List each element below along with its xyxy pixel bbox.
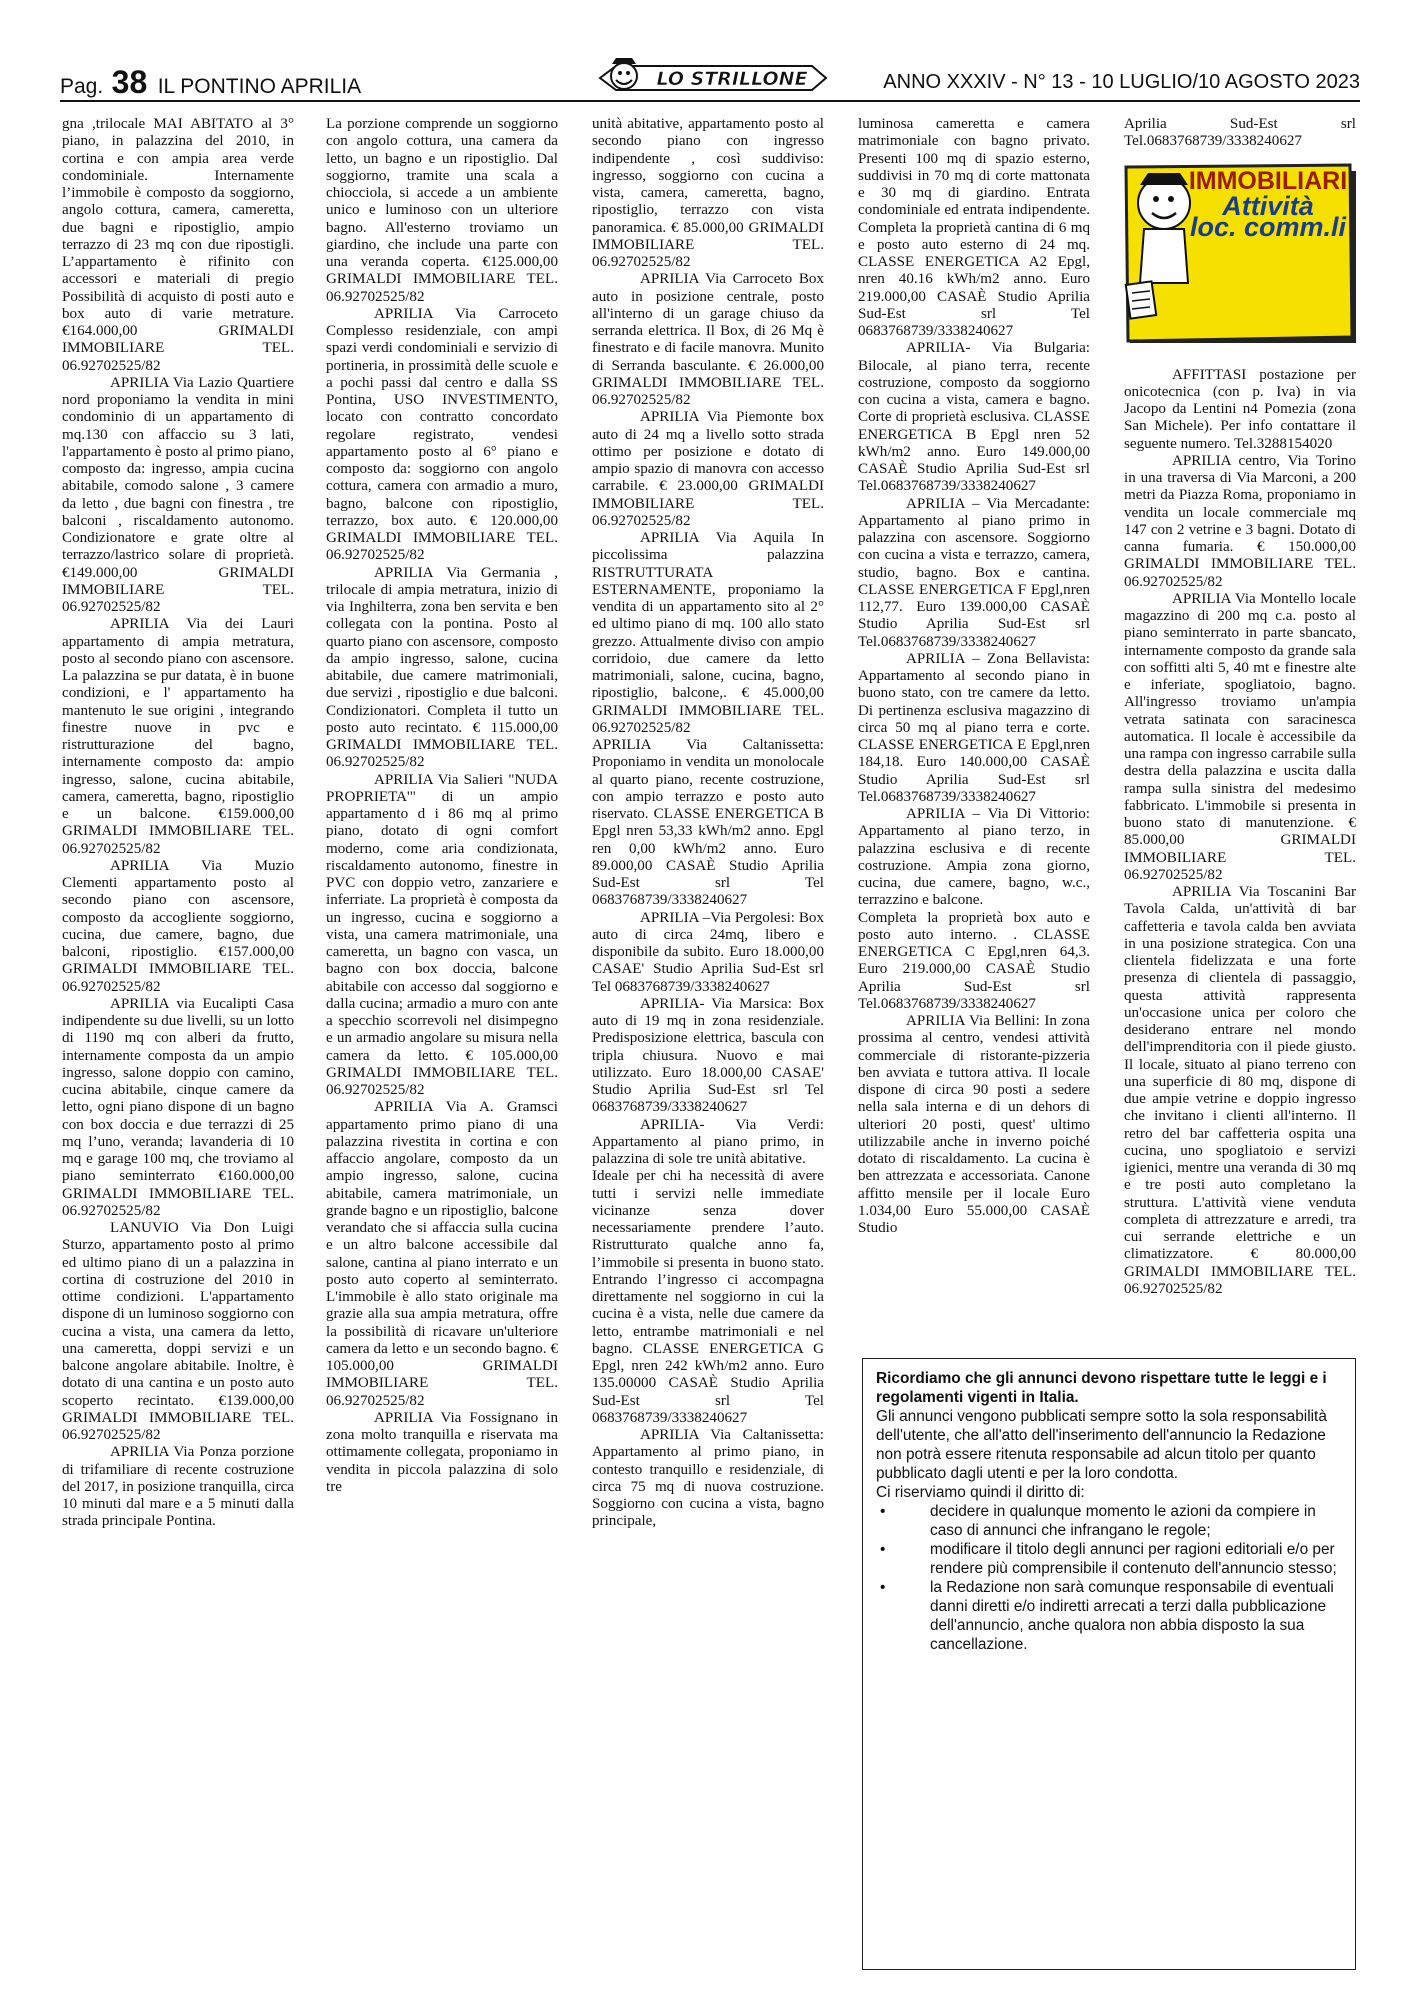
listing: APRILIA –Via Pergolesi: Box auto di circa 24mq, libero e disponibile da subito. Euro 18.000,00 CASAE' Studio Aprilia Sud-Est srl Tel 0683768739/3338240627 — [592, 909, 824, 995]
listing: APRILIA – Via Di Vittorio: Appartamento al piano terzo, in palazzina esclusiva e di recente costruzione. Ampia zona giorno, cucina, due camere, bagno, w.c., terrazzino e balcone. — [858, 806, 1090, 909]
listing: APRILIA- Via Marsica: Box auto di 19 mq in zona residenziale. Predisposizione elettrica, bascula con tripla chiusura. Nuovo e mai utilizzato. Euro 18.000,00 CASAE' Studio Aprilia Sud-Est srl Tel 0683768739/3338240627 — [592, 995, 824, 1116]
page-info — [60, 64, 361, 101]
notice-bullet — [876, 1540, 1342, 1578]
logo-text: LO STRILLONE — [656, 68, 808, 90]
notice-title: Ricordiamo che gli annunci devono rispettare tutte le leggi e i regolamenti vigenti in Italia. — [876, 1370, 1327, 1406]
notice-intro: Gli annunci vengono pubblicati sempre sotto la sola responsabilità dell'utente, che all'atto dell'inserimento dell'annuncio la Redazione non potrà essere ritenuta responsabile ad alcun titolo per quanto pubblicato dagli utenti e per la loro condotta. — [876, 1408, 1327, 1482]
listing: unità abitative, appartamento posto al secondo piano con ingresso indipendente , così suddiviso: ingresso, soggiorno con cucina a vista, camera, cameretta, bagno, ripostiglio, terrazzo con vista panoramica. € 85.000,00 GRIMALDI IMMOBILIARE TEL. 06.92702525/82 — [592, 116, 824, 270]
listing: luminosa cameretta e camera matrimoniale con bagno privato. Presenti 100 mq di spazio esterno, suddivisi in 70 mq di corte mattonata e 30 mq di giardino. Entrata condominiale ed entrata indipendente. Completa la proprietà cantina di 6 mq e posto auto esterno di 24 mq. CLASSE ENERGETICA A2 Epgl, nren 40.16 kWh/m2 anno. Euro 219.000,00 CASAÈ Studio Aprilia Sud-Est srl Tel 0683768739/3338240627 — [858, 116, 1090, 339]
listing: APRILIA Via Bellini: In zona prossima al centro, vendesi attività commerciale di ristorante-pizzeria ben avviata e tuttora attiva. Il locale dispone di circa 90 posti a sedere nella sala interna e di un dehors di ulteriori 20 posti, quest' ultimo utilizzabile anche in inverno poiché dotato di riscaldamento. La cucina è ben attrezzata e accessoriata. Canone affitto mensile per il locale Euro 1.034,00 Euro 55.000,00 CASAÈ Studio — [858, 1013, 1090, 1236]
listing: Aprilia Sud-Est srl Tel.0683768739/3338240627 — [1124, 116, 1356, 150]
listing: APRILIA via Eucalipti Casa indipendente su due livelli, su un lotto di 1190 mq con alberi da frutto, internamente composta da un ampio ingresso, salone doppio con camino, cucina abitabile, cinque camere da letto, ogni piano dispone di un bagno con box doccia e due terrazzi di 25 mq l’uno, veranda; lavanderia di 10 mq e garage 100 mq, che troviamo al piano seminterrato €160.000,00 GRIMALDI IMMOBILIARE TEL. 06.92702525/82 — [62, 995, 294, 1219]
notice-bullet — [876, 1502, 1342, 1540]
listing: APRILIA Via Fossignano in zona molto tranquilla e riservata ma ottimamente collegata, proponiamo in vendita in piccola palazzina di solo tre — [326, 1409, 558, 1495]
listing: LANUVIO Via Don Luigi Sturzo, appartamento posto al primo ed ultimo piano di un a palazzina in cortina di costruzione del 2010 in ottime condizioni. L'appartamento dispone di un luminoso soggiorno con cucina a vista, una camera da letto, una cameretta, doppi servizi e un balcone angolare abitabile. Inoltre, è dotato di una cantina e un posto auto scoperto recintato. €139.000,00 GRIMALDI IMMOBILIARE TEL. 06.92702525/82 — [62, 1220, 294, 1443]
bullet-icon: • — [880, 1503, 886, 1520]
bullet-icon: • — [880, 1541, 886, 1558]
listing: APRILIA Via Lazio Quartiere nord proponiamo la vendita in mini condominio di un appartamento di mq.130 con affaccio su 3 lati, l'appartamento è posto al primo piano, composto da: ingresso, ampia cucina abitabile, comodo salone , 3 camere da letto , due bagni con finestra , tre balconi , riscaldamento autonomo. Condizionatore e grate oltre al terrazzo/lastrico solare di proprietà. €149.000,00 GRIMALDI IMMOBILIARE TEL. 06.92702525/82 — [62, 374, 294, 615]
listing: APRILIA Via Montello locale magazzino di 200 mq c.a. posto al piano seminterrato in parte sbancato, internamente composto da grande sala con soffitti alti 5, 40 mt e finestre alte e inferiate, spogliatoio, bagno. All'ingresso troviamo un'ampia vetrata satinata con saracinesca automatica. Il locale è accessibile da una rampa con ingresso carrabile sulla destra della palazzina e uscita dalla rampa sulla sinistra del medesimo fabbricato. L'immobile si presenta in buono stato di manutenzione. € 85.000,00 GRIMALDI IMMOBILIARE TEL. 06.92702525/82 — [1124, 590, 1356, 883]
listing: APRILIA centro, Via Torino in una traversa di Via Marconi, a 200 metri da Piazza Roma, proponiamo in vendita un locale commerciale mq 147 con 2 vetrine e 3 bagni. Dotato di canna fumaria. € 150.000,00 GRIMALDI IMMOBILIARE TEL. 06.92702525/82 — [1124, 452, 1356, 590]
listing: gna ,trilocale MAI ABITATO al 3° piano, in palazzina del 2010, in cortina e con ampia area verde condominiale. Internamente l’immobile è composto da soggiorno, angolo cottura, camera, cameretta, due bagni e ripostiglio, ampio terrazzo di 23 mq con due ripostigli. L’appartamento è rifinito con accessori e materiali di pregio Possibilità di acquisto di posti auto e box auto di varie metrature. €164.000,00 GRIMALDI IMMOBILIARE TEL. 06.92702525/82 — [62, 116, 294, 374]
listing: APRILIA Via Carroceto Box auto in posizione centrale, posto all'interno di un garage chiuso da serranda elettrica. Il Box, di 26 Mq è finestrato e di facile manovra. Munito di Serranda basculante. € 26.000,00 GRIMALDI IMMOBILIARE TEL. 06.92702525/82 — [592, 271, 824, 408]
legal-notice-box — [862, 1358, 1356, 1970]
listing: APRILIA- Via Bulgaria: Bilocale, al piano terra, recente costruzione, composto da soggiorno con cucina a vista, camera e bagno. Corte di proprietà esclusiva. CLASSE ENERGETICA B Epgl nren 52 kWh/m2 anno. Euro 149.000,00 CASAÈ Studio Aprilia Sud-Est srl Tel.0683768739/3338240627 — [858, 340, 1090, 495]
listing: Completa la proprietà box auto e posto auto interno. . CLASSE ENERGETICA C Epgl,nren 64,3. Euro 219.000,00 CASAÈ Studio Aprilia Sud-Est srl Tel.0683768739/3338240627 — [858, 909, 1090, 1012]
banner-subtitle: Attività — [1222, 190, 1314, 221]
column-2 — [326, 116, 558, 1986]
listing: APRILIA – Via Mercadante: Appartamento al piano primo in palazzina con ascensore. Soggiorno con cucina a vista e terrazzo, camera, studio, bagno. Box e cantina. CLASSE ENERGETICA F Epgl,nren 112,77. Euro 139.000,00 CASAÈ Studio Aprilia Sud-Est srl Tel.0683768739/3338240627 — [858, 495, 1090, 650]
newspaper-name: IL PONTINO APRILIA — [157, 75, 362, 98]
notice-bullet-text: modificare il titolo degli annunci per ragioni editoriali e/o per rendere più comprensibile il contenuto dell'annuncio stesso; — [930, 1541, 1337, 1577]
bullet-icon: • — [880, 1579, 886, 1596]
notice-bullet-text: la Redazione non sarà comunque responsabile di eventuali danni diretti e/o indiretti arrecati a terzi dalla pubblicazione dell'annuncio, anche qualora non abbia disposto la sua cancellazione. — [930, 1579, 1334, 1653]
listing: Ideale per chi ha necessità di avere tutti i servizi nelle immediate vicinanze senza dover necessariamente prendere l’auto. Ristrutturato qualche anno fa, l’immobile si presenta in buono stato. Entrando l’ingresso ci accompagna direttamente nel soggiorno in cui la cucina è a vista, nelle due camere da letto, entrambe matrimoniali e nel bagno. CLASSE ENERGETICA G Epgl, nren 242 kWh/m2 anno. Euro 135.00000 CASAÈ Studio Aprilia Sud-Est srl Tel 0683768739/3338240627 — [592, 1168, 824, 1426]
listing: La porzione comprende un soggiorno con angolo cottura, una camera da letto, un bagno e un ripostiglio. Dal soggiorno, tramite una scala a chiocciola, si accede a un ambiente unico e luminoso con un ulteriore bagno. All'esterno troviamo un giardino, che include una parte con una veranda coperta. €125.000,00 GRIMALDI IMMOBILIARE TEL. 06.92702525/82 — [326, 116, 558, 305]
listing: APRILIA Via Piemonte box auto di 24 mq a livello sotto strada ottimo per posizione e dotato di ampio spazio di manovra con accesso carrabile. € 23.000,00 GRIMALDI IMMOBILIARE TEL. 06.92702525/82 — [592, 409, 824, 529]
banner-caption: loc. comm.li — [1189, 212, 1347, 242]
listing: APRILIA Via Ponza porzione di trifamiliare di recente costruzione del 2017, in posizione tranquilla, circa 10 minuti dal mare e a 5 minuti dalla strada principale Pontina. — [62, 1444, 294, 1530]
listing: APRILIA Via A. Gramsci appartamento primo piano di una palazzina rivestita in cortina e con affaccio angolare, composto da un ampio ingresso, salone, cucina abitabile, camera matrimoniale, un grande bagno e un ripostiglio, balcone verandato che si affaccia sulla cucina e un altro balcone accessibile dal salone, cantina al piano interrato e un posto auto coperto al seminterrato. L'immobile è allo stato originale ma grazie alla sua ampia metratura, offre la possibilità di ricavare un'ulteriore camera da letto e un secondo bagno. € 105.000,00 GRIMALDI IMMOBILIARE TEL. 06.92702525/82 — [326, 1099, 558, 1409]
listing: APRILIA – Zona Bellavista: Appartamento al secondo piano in buono stato, con tre camere da letto. Di pertinenza esclusiva magazzino di circa 50 mq al piano terra e corte. CLASSE ENERGETICA E Epgl,nren 184,18. Euro 140.000,00 CASAÈ Studio Aprilia Sud-Est srl Tel.0683768739/3338240627 — [858, 650, 1090, 805]
listing: APRILIA Via Germania , trilocale di ampia metratura, inizio di via Inghilterra, zona ben servita e ben collegata con la pontina. Posto al quarto piano con ascensore, composto da ampio ingresso, salone, cucina abitabile, due camere matrimoniali, due servizi , ripostiglio e due balconi. Condizionatori. Completa il tutto un posto auto recintato. € 115.000,00 GRIMALDI IMMOBILIARE TEL. 06.92702525/82 — [326, 564, 558, 771]
immobiliari-banner — [1124, 163, 1356, 349]
column-3 — [592, 116, 824, 1986]
listing: APRILIA Via Muzio Clementi appartamento posto al secondo piano con ascensore, composto da accogliente soggiorno, cucina, due camere, bagno, due balconi, ripostiglio. €157.000,00 GRIMALDI IMMOBILIARE TEL. 06.92702525/82 — [62, 857, 294, 995]
listing: APRILIA Via Aquila In piccolissima palazzina RISTRUTTURATA ESTERNAMENTE, proponiamo la vendita di un appartamento sito al 2° ed ultimo piano di mq. 100 allo stato grezzo. Attualmente diviso con ampio corridoio, due camere da letto matrimoniali, salone, cucina, bagno, ripostiglio, balcone,. € 45.000,00 GRIMALDI IMMOBILIARE TEL. 06.92702525/82 — [592, 530, 824, 736]
notice-bullet-text: decidere in qualunque momento le azioni da compiere in caso di annunci che infrangano le regole; — [930, 1503, 1316, 1539]
issue-info: ANNO XXXIV - N° 13 - 10 LUGLIO/10 AGOSTO 2023 — [883, 71, 1360, 93]
listing: APRILIA Via Toscanini Bar Tavola Calda, un'attività di bar caffetteria e tavola calda ben avviata in una posizione strategica. Con una clientela fidelizzata e una forte presenza di clientela di passaggio, questa attività rappresenta un'occasione unica per coloro che desiderano entrare nel mondo dell'imprenditoria con il piede giusto. Il locale, situato al piano terreno con una superficie di 80 mq, dispone di due ampie vetrine e doppio ingresso che invitano i clienti all'interno. Il retro del bar caffetteria ospita una cucina, uno spogliatoio e servizi igienici, mentre una veranda di 30 mq e tre posti auto completano la struttura. L'attività viene venduta completa di attrezzature e arredi, tra cui serrande elettriche e un climatizzatore. € 80.000,00 GRIMALDI IMMOBILIARE TEL. 06.92702525/82 — [1124, 884, 1356, 1297]
notice-rights: Ci riserviamo quindi il diritto di: — [876, 1484, 1085, 1501]
column-5 — [1124, 116, 1356, 1456]
listing: APRILIA Via Caltanissetta: Proponiamo in vendita un monolocale al quarto piano, recente costruzione, con ampio terrazzo e posto auto riservato. CLASSE ENERGETICA B Epgl nren 53,33 kWh/m2 anno. Epgl ren 0,00 kWh/m2 anno. Euro 89.000,00 CASAÈ Studio Aprilia Sud-Est srl Tel 0683768739/3338240627 — [592, 737, 824, 909]
listing: APRILIA Via Caltanissetta: Appartamento al primo piano, in contesto tranquillo e residenziale, di circa 75 mq di nuova costruzione. Soggiorno con cucina a vista, bagno principale, — [592, 1427, 824, 1530]
lo-strillone-logo — [598, 58, 828, 98]
notice-bullet — [876, 1578, 1342, 1654]
listing: APRILIA Via dei Lauri appartamento di ampia metratura, posto al secondo piano con ascensore. La palazzina se pur datata, è in buone condizioni, e l' appartamento ha mantenuto le sue origini , integrando finestre nuove in pvc e ristrutturazione del bagno, internamente composto da: ampio ingresso, salone, cucina abitabile, camera, cameretta, bagno, ripostiglio e un balcone. €159.000,00 GRIMALDI IMMOBILIARE TEL. 06.92702525/82 — [62, 616, 294, 857]
listing: APRILIA Via Salieri "NUDA PROPRIETA'" di un ampio appartamento d i 86 mq al primo piano, dotato di ogni comfort moderno, come aria condizionata, riscaldamento autonomo, finestre in PVC con doppio vetro, zanzariere e inferriate. La proprietà è composta da un ingresso, cucina e soggiorno a vista, una camera matrimoniale, una cameretta, un bagno con vasca, un bagno con box doccia, balcone abitabile con accesso dal soggiorno e dalla cucina; armadio a muro con ante a specchio scorrevoli nel disimpegno e un armadio angolare su misura nella camera da letto. € 105.000,00 GRIMALDI IMMOBILIARE TEL. 06.92702525/82 — [326, 771, 558, 1098]
listing: APRILIA- Via Verdi: Appartamento al piano primo, in palazzina di sole tre unità abitative. — [592, 1116, 824, 1167]
banner-title: IMMOBILIARI — [1188, 166, 1348, 195]
listing: APRILIA Via Carroceto Complesso residenziale, con ampi spazi verdi condominiali e servizio di portineria, in prossimità delle scuole e a pochi passi dal centro e dalla SS Pontina, USO INVESTIMENTO, locato con contratto concordato regolare registrato, vendesi appartamento posto al 6° piano e composto da: soggiorno con angolo cottura, camera con armadio a muro, bagno, balcone con ripostiglio, terrazzo, box auto. € 120.000,00 GRIMALDI IMMOBILIARE TEL. 06.92702525/82 — [326, 305, 558, 564]
page-label: Pag. — [60, 75, 104, 98]
page-number: 38 — [111, 64, 148, 100]
banner-text — [1184, 166, 1352, 242]
listing: AFFITTASI postazione per onicotecnica (con p. Iva) in via Jacopo da Lentini n4 Pomezia (zona San Michele). Per info contattare il seguente numero. Tel.3288154020 — [1124, 366, 1356, 452]
column-1 — [62, 116, 294, 1986]
header-rule — [60, 100, 1360, 102]
